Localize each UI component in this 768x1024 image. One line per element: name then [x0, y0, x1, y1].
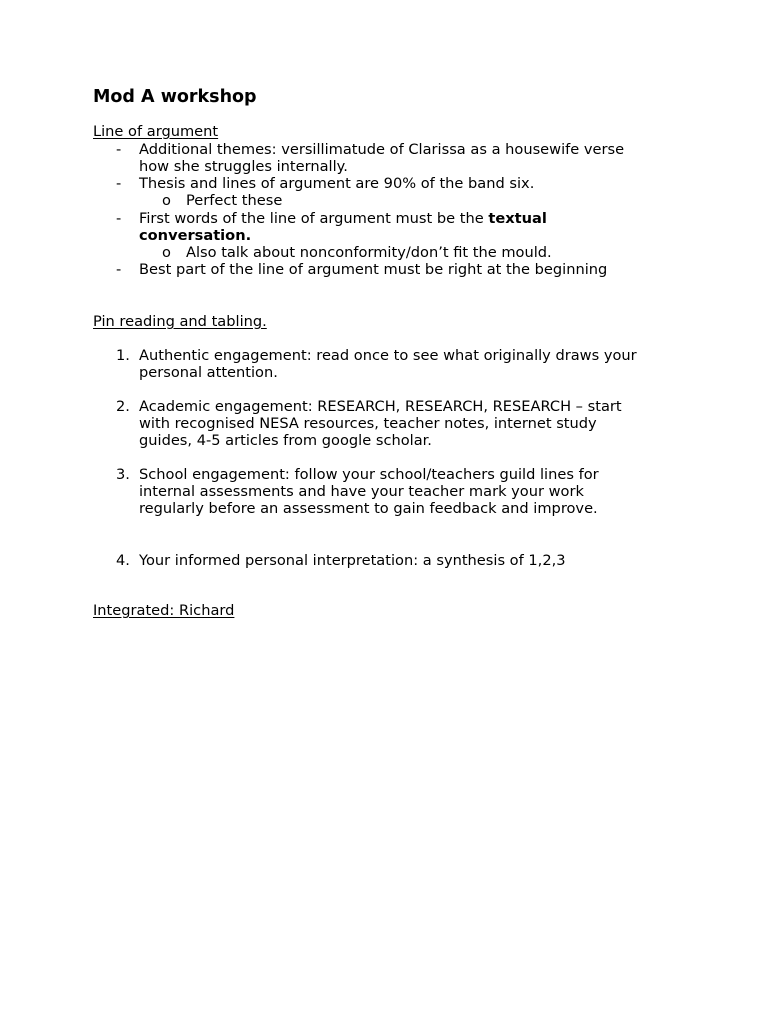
- list-number: 1.: [116, 347, 130, 364]
- bullet-text: how she struggles internally.: [139, 158, 348, 175]
- list-item-text: with recognised NESA resources, teacher notes, internet study: [139, 415, 597, 432]
- list-item-text: Authentic engagement: read once to see what originally draws your: [139, 347, 637, 364]
- document-title: Mod A workshop: [93, 87, 257, 107]
- sub-bullet-text: Perfect these: [186, 192, 283, 209]
- list-item-text: Your informed personal interpretation: a synthesis of 1,2,3: [139, 552, 566, 569]
- list-number: 2.: [116, 398, 130, 415]
- bullet-marker: -: [116, 210, 122, 227]
- list-number: 3.: [116, 466, 130, 483]
- list-number: 4.: [116, 552, 130, 569]
- list-item-text: internal assessments and have your teacher mark your work: [139, 483, 584, 500]
- bullet-text-bold: conversation.: [139, 227, 252, 244]
- list-item-text: regularly before an assessment to gain feedback and improve.: [139, 500, 598, 517]
- section-heading-line-of-argument: Line of argument: [93, 123, 219, 140]
- bullet-text: Additional themes: versillimatude of Clarissa as a housewife verse: [139, 141, 625, 158]
- sub-bullet-marker: o: [162, 192, 171, 209]
- bullet-text: Best part of the line of argument must be right at the beginning: [139, 261, 608, 278]
- bullet-text: [139, 210, 547, 227]
- bullet-marker: -: [116, 175, 122, 192]
- bullet-marker: -: [116, 141, 122, 158]
- section-heading-pin-reading: Pin reading and tabling.: [93, 313, 267, 330]
- section-heading-integrated: Integrated: Richard: [93, 602, 235, 619]
- list-item-text: Academic engagement: RESEARCH, RESEARCH, RESEARCH – start: [139, 398, 622, 415]
- bullet-marker: -: [116, 261, 122, 278]
- sub-bullet-text: Also talk about nonconformity/don’t fit the mould.: [186, 244, 552, 261]
- bullet-text-regular: First words of the line of argument must be the: [139, 210, 489, 227]
- list-item-text: personal attention.: [139, 364, 278, 381]
- list-item-text: School engagement: follow your school/teachers guild lines for: [139, 466, 599, 483]
- sub-bullet-marker: o: [162, 244, 171, 261]
- bullet-text-bold: textual: [488, 210, 547, 227]
- bullet-text: Thesis and lines of argument are 90% of the band six.: [139, 175, 535, 192]
- list-item-text: guides, 4-5 articles from google scholar.: [139, 432, 432, 449]
